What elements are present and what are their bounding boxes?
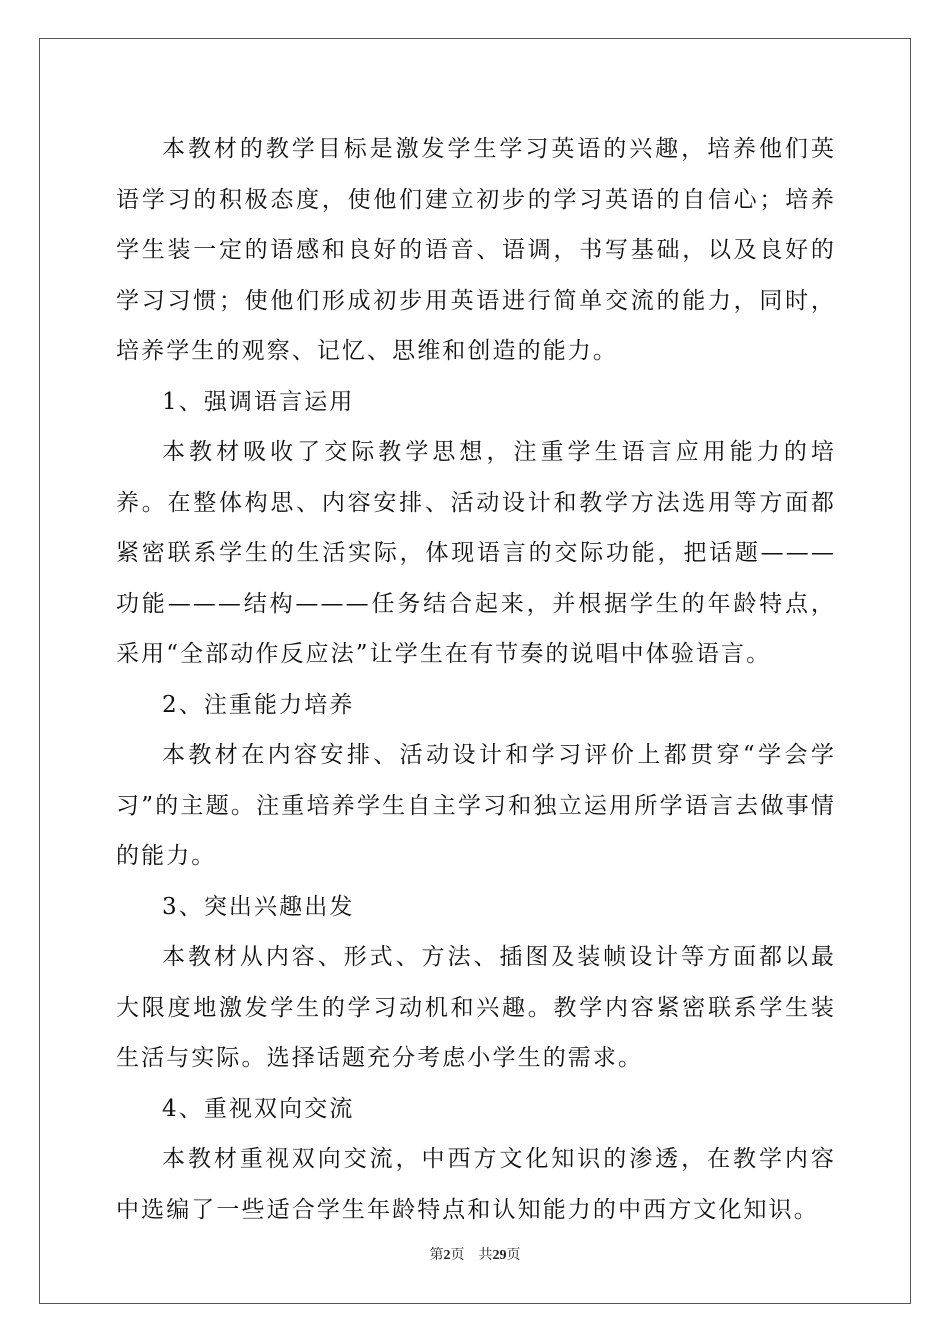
heading-ability-training: 2、注重能力培养 — [162, 691, 355, 718]
paragraph-interest: 本教材从内容、形式、方法、插图及装帧设计等方面都以最大限度地激发学生的学习动机和兴趣。教学内容紧密联系学生装生活与实际。选择话题充分考虑小学生的需求。 — [116, 944, 836, 1071]
heading-interest: 3、突出兴趣出发 — [162, 893, 355, 920]
total-suffix: 页 — [506, 1248, 521, 1263]
paragraph-ability-training: 本教材在内容安排、活动设计和学习评价上都贯穿“学会学习”的主题。注重培养学生自主学习和独立运用所学语言去做事情的能力。 — [116, 742, 836, 869]
heading-two-way-exchange: 4、重视双向交流 — [162, 1095, 355, 1122]
page-suffix: 页 — [450, 1248, 465, 1263]
page-total-number: 29 — [492, 1248, 507, 1263]
page-footer — [0, 1247, 950, 1265]
document-body — [116, 124, 836, 1235]
paragraph-language-use: 本教材吸收了交际教学思想，注重学生语言应用能力的培养。在整体构思、内容安排、活动设计和教学方法选用等方面都紧密联系学生的生活实际，体现语言的交际功能，把话题———功能———结构———任务结合起来，并根据学生的年龄特点，采用“全部动作反应法”让学生在有节奏的说唱中体验语言。 — [116, 439, 836, 667]
page-prefix: 第 — [429, 1248, 444, 1263]
paragraph-two-way-exchange: 本教材重视双向交流，中西方文化知识的渗透，在教学内容中选编了一些适合学生年龄特点和认知能力的中西方文化知识。 — [116, 1146, 836, 1223]
paragraph-teaching-goals: 本教材的教学目标是激发学生学习英语的兴趣，培养他们英语学习的积极态度，使他们建立初步的学习英语的自信心；培养学生装一定的语感和良好的语音、语调，书写基础，以及良好的学习习惯；使他们形成初步用英语进行简单交流的能力，同时，培养学生的观察、记忆、思维和创造的能力。 — [116, 136, 836, 364]
total-prefix: 共 — [478, 1248, 493, 1263]
page-current-number: 2 — [443, 1248, 451, 1263]
heading-language-use: 1、强调语言运用 — [162, 388, 355, 415]
